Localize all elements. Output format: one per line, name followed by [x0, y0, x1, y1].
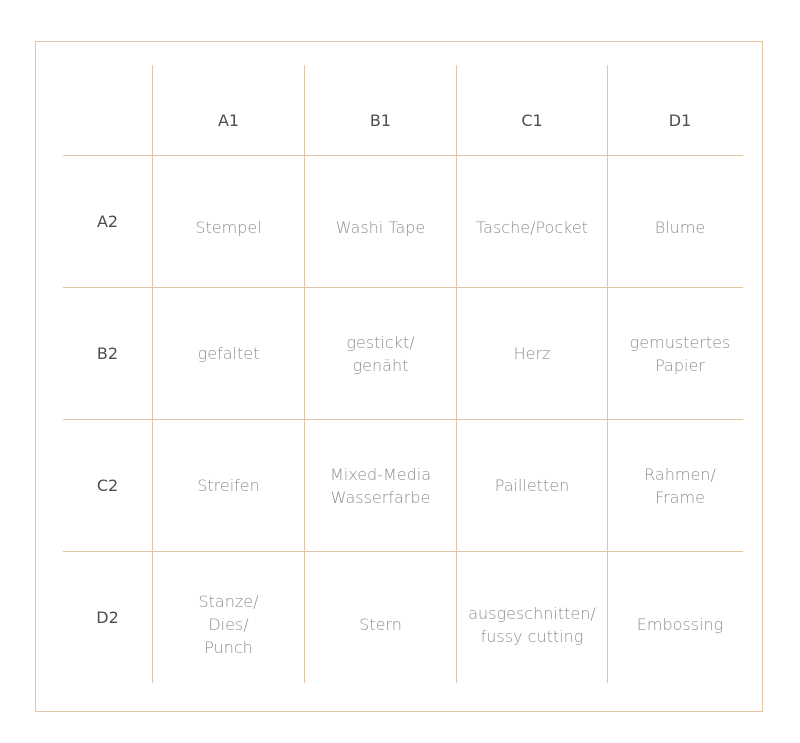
grid-cell: Stanze/ Dies/ Punch	[198, 592, 259, 657]
grid-cell: Stempel	[195, 218, 262, 237]
column-header-d1: D1	[668, 110, 692, 130]
grid-cell: Tasche/Pocket	[476, 218, 588, 237]
row-header-b2: B2	[96, 344, 119, 363]
row-header-a2: A2	[96, 212, 119, 231]
grid-cell: Washi Tape	[335, 218, 426, 237]
grid-cell: Mixed-Media Wasserfarbe	[329, 464, 432, 507]
column-header-b1: B1	[369, 110, 392, 130]
grid-cell: Rahmen/ Frame	[644, 464, 716, 507]
grid-cell: gestickt/ genäht	[346, 332, 415, 375]
grid-cell: gefaltet	[197, 344, 260, 363]
grid-cell: Blume	[654, 218, 706, 237]
grid-cell: Herz	[513, 344, 551, 363]
grid-cell: Stern	[359, 615, 402, 634]
row-header-d2: D2	[96, 608, 119, 627]
grid-cell: Pailletten	[494, 476, 570, 495]
column-header-a1: A1	[217, 110, 240, 130]
grid-cell: gemustertes Papier	[629, 332, 731, 375]
grid-cell: ausgeschnitten/ fussy cutting	[468, 603, 596, 646]
grid-cell: Embossing	[636, 615, 724, 634]
grid-cell: Streifen	[197, 476, 260, 495]
column-header-c1: C1	[521, 110, 543, 130]
row-header-c2: C2	[96, 476, 119, 495]
